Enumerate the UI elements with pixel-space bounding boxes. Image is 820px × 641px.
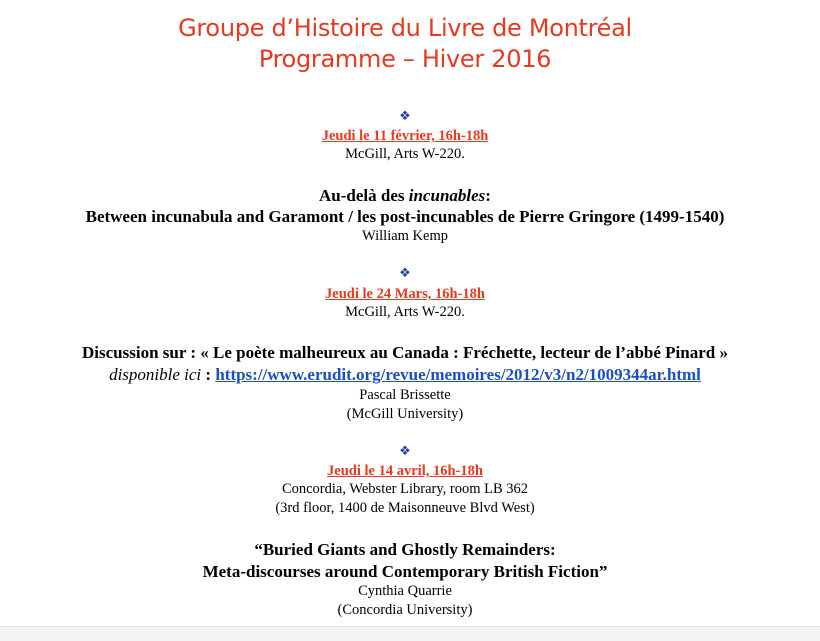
separator-icon: ❖	[399, 265, 411, 280]
event-2-affiliation: (McGill University)	[346, 406, 464, 422]
event-1-title-suffix: :	[485, 186, 491, 205]
event-3-title-line2: Meta-discourses around Contemporary British Fiction”	[202, 562, 608, 581]
article-link[interactable]: https://www.erudit.org/revue/memoires/2012/v3/n2/1009344ar.html	[215, 365, 701, 384]
separator-icon: ❖	[399, 108, 411, 123]
available-colon: :	[201, 365, 216, 384]
event-2-date	[0, 285, 810, 303]
event-1-title-line1	[0, 186, 810, 206]
event-1-speaker: William Kemp	[362, 228, 448, 244]
separator-icon: ❖	[399, 443, 411, 458]
event-3-place: Concordia, Webster Library, room LB 362	[281, 481, 529, 497]
event-3-date-text: Jeudi le 14 avril, 16h-18h	[327, 463, 483, 479]
event-3-affiliation: (Concordia University)	[337, 602, 473, 618]
event-1-title-prefix: Au-delà des	[319, 186, 409, 205]
event-2-date-text: Jeudi le 24 Mars, 16h-18h	[325, 286, 485, 302]
event-3-address: (3rd floor, 1400 de Maisonneuve Blvd West)	[275, 500, 535, 516]
event-3-title-line1: “Buried Giants and Ghostly Remainders:	[254, 540, 556, 559]
event-2-availability	[0, 365, 810, 385]
event-3-date	[0, 462, 810, 480]
page-bottom-edge	[0, 626, 820, 641]
event-3-speaker: Cynthia Quarrie	[358, 583, 452, 599]
event-1-title-italic: incunables	[408, 186, 486, 205]
event-1-date-text: Jeudi le 11 février, 16h-18h	[321, 128, 489, 144]
event-2-place: McGill, Arts W-220.	[345, 304, 465, 320]
event-2-discussion: Discussion sur : « Le poète malheureux au Canada : Fréchette, lecteur de l’abbé Pinard »	[82, 343, 728, 362]
available-label: disponible ici	[109, 365, 202, 384]
event-2-speaker: Pascal Brissette	[359, 387, 451, 403]
header-subtitle: Programme – Hiver 2016	[258, 45, 552, 73]
event-1-date	[0, 127, 810, 145]
header-title: Groupe d’Histoire du Livre de Montréal	[178, 14, 632, 42]
event-1-place: McGill, Arts W-220.	[345, 146, 465, 162]
event-1-title-line2: Between incunabula and Garamont / les post-incunables de Pierre Gringore (1499-1540)	[85, 207, 725, 226]
